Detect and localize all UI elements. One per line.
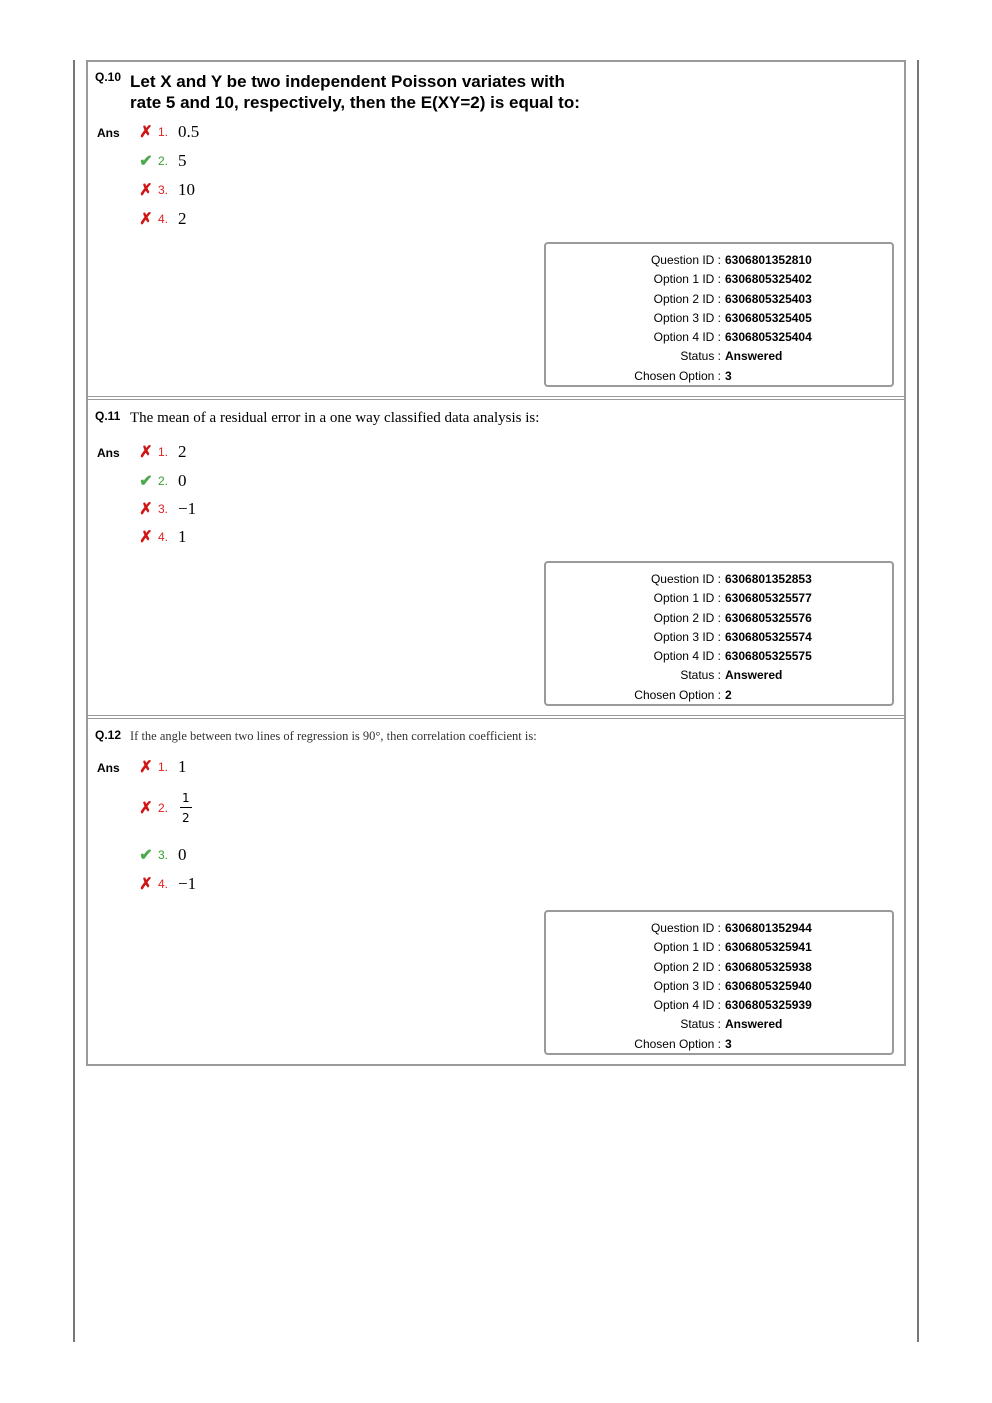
answer-label: Ans xyxy=(97,761,120,775)
info-label: Option 3 ID : xyxy=(653,310,721,325)
info-row xyxy=(546,688,892,707)
info-value: 6306805325939 xyxy=(725,998,812,1013)
option-number: 1. xyxy=(158,760,169,774)
info-row xyxy=(546,979,892,998)
option-number: 1. xyxy=(158,125,169,139)
option-number: 3. xyxy=(158,502,169,516)
question-number: Q.10 xyxy=(95,70,122,84)
info-value: 6306805325404 xyxy=(725,330,812,345)
question-text-line: rate 5 and 10, respectively, then the E(XY=2) is equal to: xyxy=(130,93,580,112)
option-value: 1 xyxy=(178,527,187,546)
question-text xyxy=(130,71,580,113)
option-item xyxy=(138,178,195,202)
option-number: 2. xyxy=(158,474,169,488)
question-text-line: The mean of a residual error in a one way classified data analysis is: xyxy=(130,410,540,426)
question-list xyxy=(86,60,906,1066)
info-value: 6306801352810 xyxy=(725,253,812,267)
option-item xyxy=(138,872,196,896)
info-row xyxy=(546,1037,892,1056)
option-item xyxy=(138,755,187,779)
option-value: 0 xyxy=(178,471,187,490)
info-value: 6306805325574 xyxy=(725,629,812,644)
check-icon: ✔ xyxy=(139,153,153,170)
info-value: 6306801352944 xyxy=(725,921,812,935)
option-number: 3. xyxy=(158,848,169,862)
question-text xyxy=(130,410,539,427)
info-value: 2 xyxy=(725,687,732,702)
info-row xyxy=(546,921,892,940)
info-value: 6306805325576 xyxy=(725,610,812,625)
info-row xyxy=(546,960,892,979)
option-item xyxy=(138,207,187,231)
option-number: 1. xyxy=(158,445,169,459)
info-label: Chosen Option : xyxy=(634,1036,721,1051)
question-block xyxy=(88,719,904,1064)
option-value: −1 xyxy=(178,499,197,518)
info-label: Status : xyxy=(680,668,721,683)
info-row xyxy=(546,330,892,349)
option-value: 2 xyxy=(178,209,187,228)
info-value: 6306805325575 xyxy=(725,649,812,664)
info-value: 6306805325403 xyxy=(725,291,812,306)
option-item xyxy=(138,497,196,521)
cross-icon: ✗ xyxy=(139,124,153,141)
cross-icon: ✗ xyxy=(139,800,153,817)
info-label: Option 1 ID : xyxy=(653,272,721,287)
info-row xyxy=(546,668,892,687)
info-label: Question ID : xyxy=(650,253,721,267)
info-label: Status : xyxy=(680,349,721,364)
info-row xyxy=(546,611,892,630)
info-value: 3 xyxy=(725,368,732,383)
option-value: 1 xyxy=(178,757,187,776)
option-item xyxy=(138,843,187,867)
info-row xyxy=(546,311,892,330)
option-number: 3. xyxy=(158,183,169,197)
fraction-denominator: 2 xyxy=(182,811,190,825)
info-label: Option 2 ID : xyxy=(653,959,721,974)
option-value: 0 xyxy=(178,845,187,864)
answer-label: Ans xyxy=(97,126,120,140)
info-value: Answered xyxy=(725,668,783,683)
info-row xyxy=(546,349,892,368)
cross-icon: ✗ xyxy=(139,211,153,228)
info-row xyxy=(546,630,892,649)
page-right-border xyxy=(917,60,919,1342)
page-left-border xyxy=(73,60,75,1342)
check-icon: ✔ xyxy=(139,847,153,864)
info-label: Option 2 ID : xyxy=(653,291,721,306)
info-value: 6306805325405 xyxy=(725,310,812,325)
option-item xyxy=(138,120,199,144)
question-block xyxy=(88,62,904,400)
info-label: Question ID : xyxy=(650,921,721,935)
info-value: 6306805325941 xyxy=(725,940,812,955)
info-label: Option 3 ID : xyxy=(653,629,721,644)
info-value: 6306805325940 xyxy=(725,978,812,993)
answer-label: Ans xyxy=(97,446,120,460)
option-number: 4. xyxy=(158,212,169,226)
info-label: Chosen Option : xyxy=(634,368,721,383)
info-label: Question ID : xyxy=(650,572,721,586)
info-row xyxy=(546,649,892,668)
info-value: Answered xyxy=(725,349,783,364)
info-label: Option 3 ID : xyxy=(653,978,721,993)
question-text-line: If the angle between two lines of regression is 90°, then correlation coefficient is: xyxy=(130,729,537,743)
option-number: 4. xyxy=(158,530,169,544)
info-value: 3 xyxy=(725,1036,732,1051)
info-value: Answered xyxy=(725,1017,783,1032)
info-value: 6306805325938 xyxy=(725,959,812,974)
cross-icon: ✗ xyxy=(139,759,153,776)
info-label: Option 4 ID : xyxy=(653,649,721,664)
cross-icon: ✗ xyxy=(139,529,153,546)
info-label: Option 4 ID : xyxy=(653,330,721,345)
info-row xyxy=(546,591,892,610)
question-block xyxy=(88,400,904,719)
option-fraction xyxy=(180,791,192,825)
cross-icon: ✗ xyxy=(139,501,153,518)
question-number: Q.11 xyxy=(95,409,121,423)
cross-icon: ✗ xyxy=(139,444,153,461)
option-value: 2 xyxy=(178,442,187,461)
option-value: −1 xyxy=(178,874,197,893)
info-label: Option 1 ID : xyxy=(653,940,721,955)
option-value: 0.5 xyxy=(178,122,200,141)
info-row xyxy=(546,940,892,959)
info-value: 6306805325402 xyxy=(725,272,812,287)
question-info-box xyxy=(544,242,894,387)
info-row xyxy=(546,272,892,291)
option-number: 4. xyxy=(158,877,169,891)
cross-icon: ✗ xyxy=(139,876,153,893)
question-info-box xyxy=(544,910,894,1055)
cross-icon: ✗ xyxy=(139,182,153,199)
question-text xyxy=(130,729,537,744)
option-item xyxy=(138,791,192,825)
question-number: Q.12 xyxy=(95,728,122,742)
question-info-box xyxy=(544,561,894,706)
option-item xyxy=(138,440,187,464)
info-value: 6306805325577 xyxy=(725,591,812,606)
question-text-line: Let X and Y be two independent Poisson variates with xyxy=(130,72,565,91)
option-item xyxy=(138,149,187,173)
option-number: 2. xyxy=(158,801,169,815)
info-label: Option 1 ID : xyxy=(653,591,721,606)
info-row xyxy=(546,253,892,272)
option-item xyxy=(138,469,187,493)
info-row xyxy=(546,1017,892,1036)
info-row xyxy=(546,292,892,311)
fraction-numerator: 1 xyxy=(180,791,192,808)
info-label: Option 4 ID : xyxy=(653,998,721,1013)
option-number: 2. xyxy=(158,154,169,168)
info-row xyxy=(546,369,892,388)
info-row xyxy=(546,572,892,591)
check-icon: ✔ xyxy=(139,473,153,490)
info-label: Option 2 ID : xyxy=(653,610,721,625)
option-value: 5 xyxy=(178,151,187,170)
info-label: Status : xyxy=(680,1017,721,1032)
info-row xyxy=(546,998,892,1017)
info-label: Chosen Option : xyxy=(634,687,721,702)
option-item xyxy=(138,525,187,549)
option-value: 10 xyxy=(178,180,195,199)
info-value: 6306801352853 xyxy=(725,572,812,586)
